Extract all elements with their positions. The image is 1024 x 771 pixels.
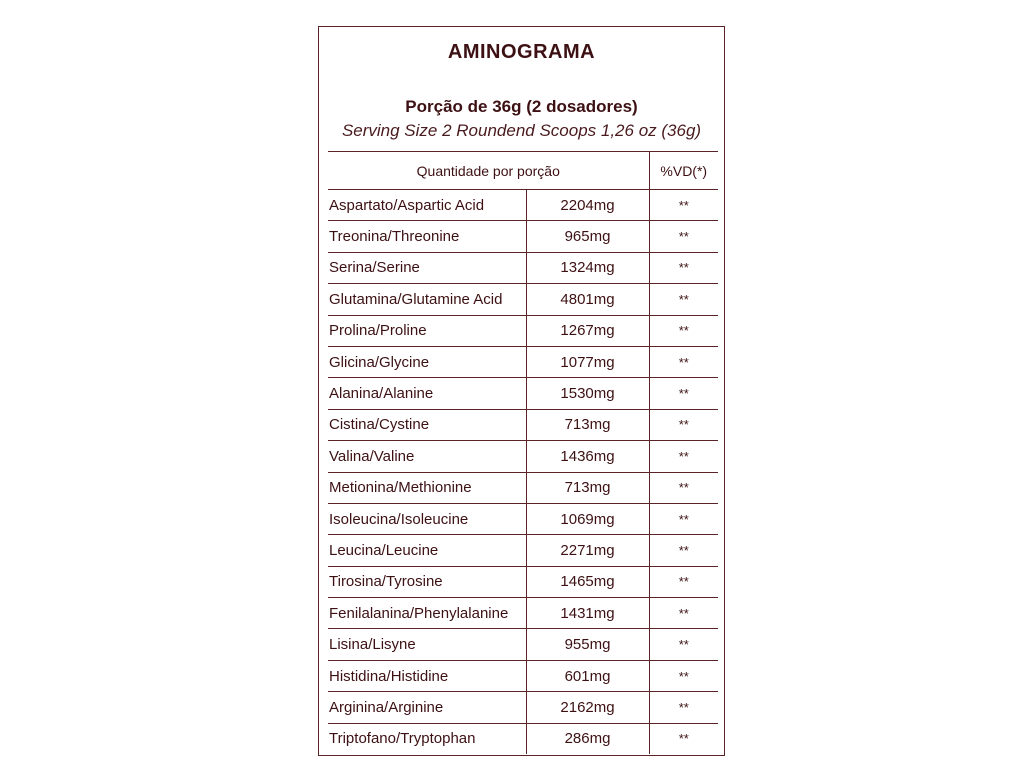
vd-header: %VD(*) [649, 152, 718, 190]
amino-vd: ** [649, 535, 718, 566]
amino-amount: 955mg [526, 629, 649, 660]
amino-amount: 713mg [526, 409, 649, 440]
amino-amount: 713mg [526, 472, 649, 503]
amino-name: Arginina/Arginine [328, 692, 526, 723]
amino-name: Aspartato/Aspartic Acid [328, 190, 526, 221]
table-row [328, 190, 718, 221]
amino-amount: 1436mg [526, 441, 649, 472]
amino-amount: 1077mg [526, 346, 649, 377]
amino-vd: ** [649, 252, 718, 283]
amino-amount: 601mg [526, 660, 649, 691]
table-row [328, 692, 718, 723]
table-row [328, 221, 718, 252]
aminogram-table [328, 151, 718, 754]
amino-amount: 286mg [526, 723, 649, 754]
amino-vd: ** [649, 346, 718, 377]
table-row [328, 284, 718, 315]
amino-vd: ** [649, 409, 718, 440]
amino-name: Valina/Valine [328, 441, 526, 472]
amino-name: Leucina/Leucine [328, 535, 526, 566]
table-row [328, 723, 718, 754]
amino-amount: 1324mg [526, 252, 649, 283]
amino-amount: 1069mg [526, 503, 649, 534]
amino-vd: ** [649, 629, 718, 660]
amino-vd: ** [649, 221, 718, 252]
portion-label: Porção de 36g (2 dosadores) [405, 97, 638, 116]
table-row [328, 378, 718, 409]
table-row [328, 535, 718, 566]
amino-name: Cistina/Cystine [328, 409, 526, 440]
amino-vd: ** [649, 441, 718, 472]
amino-amount: 1267mg [526, 315, 649, 346]
amino-vd: ** [649, 315, 718, 346]
amino-vd: ** [649, 503, 718, 534]
amino-vd: ** [649, 190, 718, 221]
amino-vd: ** [649, 566, 718, 597]
amino-amount: 2271mg [526, 535, 649, 566]
serving-size-label: Serving Size 2 Roundend Scoops 1,26 oz (36g) [341, 121, 702, 140]
amino-name: Glicina/Glycine [328, 346, 526, 377]
amino-name: Isoleucina/Isoleucine [328, 503, 526, 534]
amino-vd: ** [649, 378, 718, 409]
amino-name: Prolina/Proline [328, 315, 526, 346]
amino-vd: ** [649, 598, 718, 629]
amino-name: Tirosina/Tyrosine [328, 566, 526, 597]
amino-name: Serina/Serine [328, 252, 526, 283]
table-row [328, 566, 718, 597]
amino-name: Triptofano/Tryptophan [328, 723, 526, 754]
amino-vd: ** [649, 284, 718, 315]
amino-amount: 1431mg [526, 598, 649, 629]
table-row [328, 503, 718, 534]
amino-vd: ** [649, 692, 718, 723]
amino-name: Glutamina/Glutamine Acid [328, 284, 526, 315]
table-row [328, 629, 718, 660]
table-header-row [328, 152, 718, 190]
amino-amount: 2204mg [526, 190, 649, 221]
amino-vd: ** [649, 472, 718, 503]
table-row [328, 315, 718, 346]
table-row [328, 660, 718, 691]
table-row [328, 409, 718, 440]
amino-name: Alanina/Alanine [328, 378, 526, 409]
amino-amount: 1530mg [526, 378, 649, 409]
table-row [328, 472, 718, 503]
amino-amount: 1465mg [526, 566, 649, 597]
table-row [328, 346, 718, 377]
amino-vd: ** [649, 660, 718, 691]
nutrition-panel [318, 26, 725, 756]
table-row [328, 598, 718, 629]
panel-title: AMINOGRAMA [447, 41, 596, 63]
amino-vd: ** [678, 731, 689, 747]
amino-name: Lisina/Lisyne [328, 629, 526, 660]
amino-name: Treonina/Threonine [328, 221, 526, 252]
amino-name: Fenilalanina/Phenylalanine [328, 598, 526, 629]
table-row [328, 252, 718, 283]
table-row [328, 441, 718, 472]
amino-amount: 4801mg [526, 284, 649, 315]
amino-amount: 965mg [526, 221, 649, 252]
quantity-header: Quantidade por porção [328, 152, 649, 190]
amino-amount: 2162mg [526, 692, 649, 723]
amino-name: Histidina/Histidine [328, 660, 526, 691]
amino-name: Metionina/Methionine [328, 472, 526, 503]
